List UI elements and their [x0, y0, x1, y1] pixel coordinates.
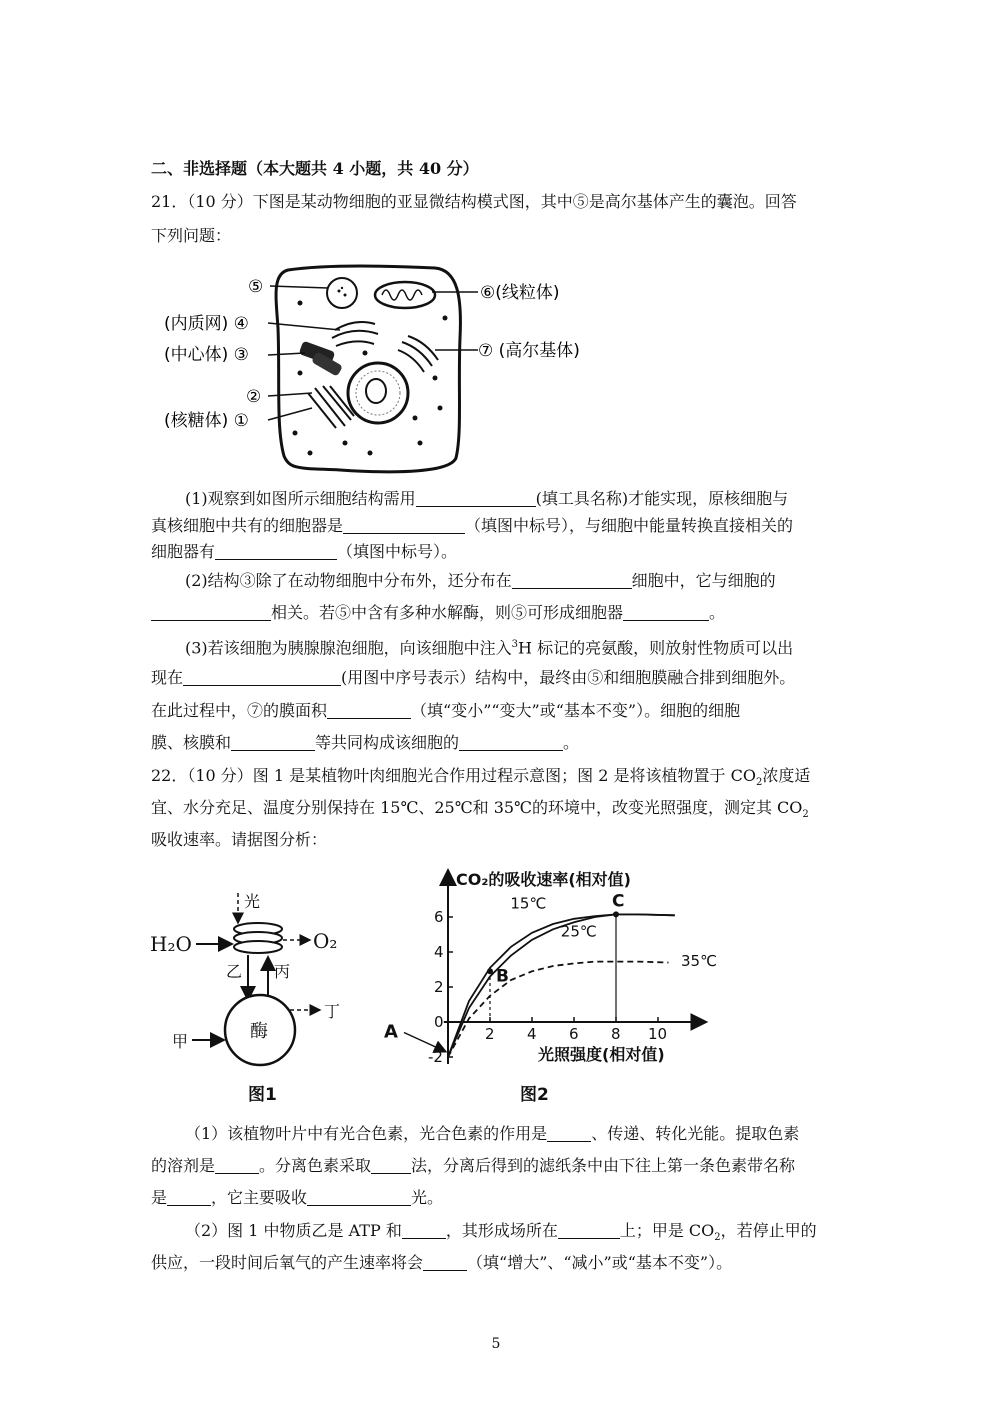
answer-blank[interactable]	[231, 734, 315, 751]
vesicle	[327, 278, 357, 308]
answer-blank[interactable]	[512, 572, 632, 589]
q21-part1-line1: (1)观察到如图所示细胞结构需用 (填工具名称)才能实现，原核细胞与	[185, 489, 789, 508]
section-title: 二、非选择题（本大题共 4 小题，共 40 分）	[151, 159, 479, 178]
light-label: 光	[244, 892, 261, 911]
answer-blank[interactable]	[416, 490, 536, 507]
series-line-2	[448, 962, 669, 1057]
y-tick-label: 0	[434, 1013, 444, 1031]
q21-part2-line1: (2)结构③除了在动物细胞中分布外，还分布在 细胞中，它与细胞的	[185, 571, 776, 590]
o2-label: O₂	[313, 929, 338, 953]
q21-part3-line3: 在此过程中，⑦的膜面积 （填“变小”“变大”或“基本不变”）。细胞的细胞	[151, 701, 741, 720]
answer-blank[interactable]	[402, 1222, 446, 1239]
point-a-arrow	[404, 1033, 446, 1052]
label-1-ribosome: (核糖体) ①	[164, 411, 249, 431]
answer-blank[interactable]	[547, 1125, 591, 1142]
x-tick-label: 6	[569, 1025, 579, 1043]
answer-blank[interactable]	[623, 604, 709, 621]
series-label-1: 25℃	[560, 922, 597, 941]
q21-part3-line2: 现在 (用图中序号表示）结构中，最终由⑤和细胞膜融合排到细胞外。	[151, 668, 796, 687]
label-2: ②	[246, 387, 262, 407]
label-3-centrosome: (中心体) ③	[164, 345, 249, 365]
h2o-label: H₂O	[150, 932, 192, 956]
answer-blank[interactable]	[215, 1157, 259, 1174]
q21-part3-line4: 膜、核膜和 等共同构成该细胞的 。	[151, 733, 580, 752]
label-5: ⑤	[248, 277, 264, 297]
ding-label: 丁	[324, 1002, 341, 1021]
q21-intro-line2: 下列问题：	[151, 226, 232, 245]
endoplasmic-reticulum	[332, 322, 378, 346]
answer-blank[interactable]	[558, 1222, 620, 1239]
x-tick-label: 10	[648, 1025, 668, 1043]
x-tick-label: 8	[611, 1025, 621, 1043]
figure2-caption: 图2	[520, 1085, 549, 1105]
point-b-label: B	[496, 966, 509, 987]
answer-blank[interactable]	[307, 1189, 411, 1206]
figure1-caption: 图1	[248, 1085, 277, 1105]
golgi-apparatus	[398, 336, 438, 372]
answer-blank[interactable]	[215, 543, 337, 560]
answer-blank[interactable]	[459, 734, 563, 751]
animal-cell-diagram	[160, 258, 600, 478]
answer-blank[interactable]	[167, 1189, 211, 1206]
point-c	[613, 911, 619, 917]
x-tick-label: 4	[527, 1025, 537, 1043]
x-axis-label: 光照强度(相对值)	[538, 1045, 665, 1064]
answer-blank[interactable]	[371, 1157, 411, 1174]
answer-blank[interactable]	[343, 517, 465, 534]
q21-part1-line2: 真核细胞中共有的细胞器是 （填图中标号），与细胞中能量转换直接相关的	[151, 516, 794, 535]
q22-intro-line2: 宜、水分充足、温度分别保持在 15℃、25℃和 35℃的环境中，改变光照强度，测定其 $CO_2$	[151, 798, 809, 821]
answer-blank[interactable]	[327, 702, 411, 719]
yi-label: 乙	[226, 962, 243, 981]
q21-part2-line2: 相关。若⑤中含有多种水解酶，则⑤可形成细胞器 。	[151, 602, 725, 624]
page-number: 5	[491, 1336, 501, 1352]
bing-label: 丙	[274, 962, 291, 981]
thylakoid-stack	[234, 923, 282, 953]
chart-title: CO₂的吸收速率(相对值)	[456, 870, 631, 889]
mitochondrion	[375, 282, 435, 308]
label-4-er: (内质网) ④	[164, 314, 249, 334]
q21-intro-line1: 21．（10 分）下图是某动物细胞的亚显微结构模式图，其中⑤是高尔基体产生的囊泡。回答	[151, 192, 797, 211]
nucleus	[348, 363, 408, 423]
point-a-label: A	[384, 1021, 398, 1043]
q22-part1-line1: （1）该植物叶片中有光合色素，光合色素的作用是 、传递、转化光能。提取色素	[185, 1124, 800, 1143]
series-label-0: 15℃	[510, 894, 547, 913]
point-c-label: C	[612, 891, 625, 912]
y-tick-label: -2	[428, 1048, 443, 1066]
x-tick-label: 2	[485, 1025, 495, 1043]
answer-blank[interactable]	[423, 1254, 467, 1271]
answer-blank[interactable]	[151, 604, 271, 621]
q22-part2-line1: （2）图 1 中物质乙是 ATP 和 ，其形成场所在 上；甲是 $CO_2$，若停止甲的	[185, 1221, 817, 1244]
q22-part1-line3: 是 ，它主要吸收 光。	[151, 1188, 444, 1207]
q21-part3-line1: (3)若该细胞为胰腺腺泡细胞，向该细胞中注入$^3$H 标记的亮氨酸，则放射性物质可以出	[185, 638, 794, 658]
answer-blank[interactable]	[183, 669, 341, 686]
q22-intro-line3: 吸收速率。请据图分析：	[151, 830, 328, 849]
label-7-golgi: ⑦ (高尔基体)	[478, 341, 580, 361]
q22-part2-line2: 供应，一段时间后氧气的产生速率将会 （填“增大”、“减小”或“基本不变”）。	[151, 1253, 733, 1272]
y-tick-label: 4	[434, 943, 444, 961]
q22-intro-line1: 22．（10 分）图 1 是某植物叶肉细胞光合作用过程示意图；图 2 是将该植物置于 $CO_2$浓度适	[151, 766, 811, 789]
q21-part1-line3: 细胞器有 （填图中标号）。	[151, 542, 458, 561]
y-tick-label: 6	[434, 908, 444, 926]
q22-part1-line2: 的溶剂是 。分离色素采取 法，分离后得到的滤纸条中由下往上第一条色素带名称	[151, 1156, 796, 1175]
label-6-mitochondrion: ⑥(线粒体)	[480, 283, 560, 303]
y-tick-label: 2	[434, 978, 444, 996]
photosynthesis-schematic	[150, 885, 370, 1070]
series-label-2: 35℃	[681, 952, 717, 970]
jia-label: 甲	[172, 1032, 189, 1051]
enzyme-label: 酶	[250, 1021, 268, 1042]
co2-absorption-chart	[380, 862, 720, 1077]
point-b	[487, 968, 493, 974]
